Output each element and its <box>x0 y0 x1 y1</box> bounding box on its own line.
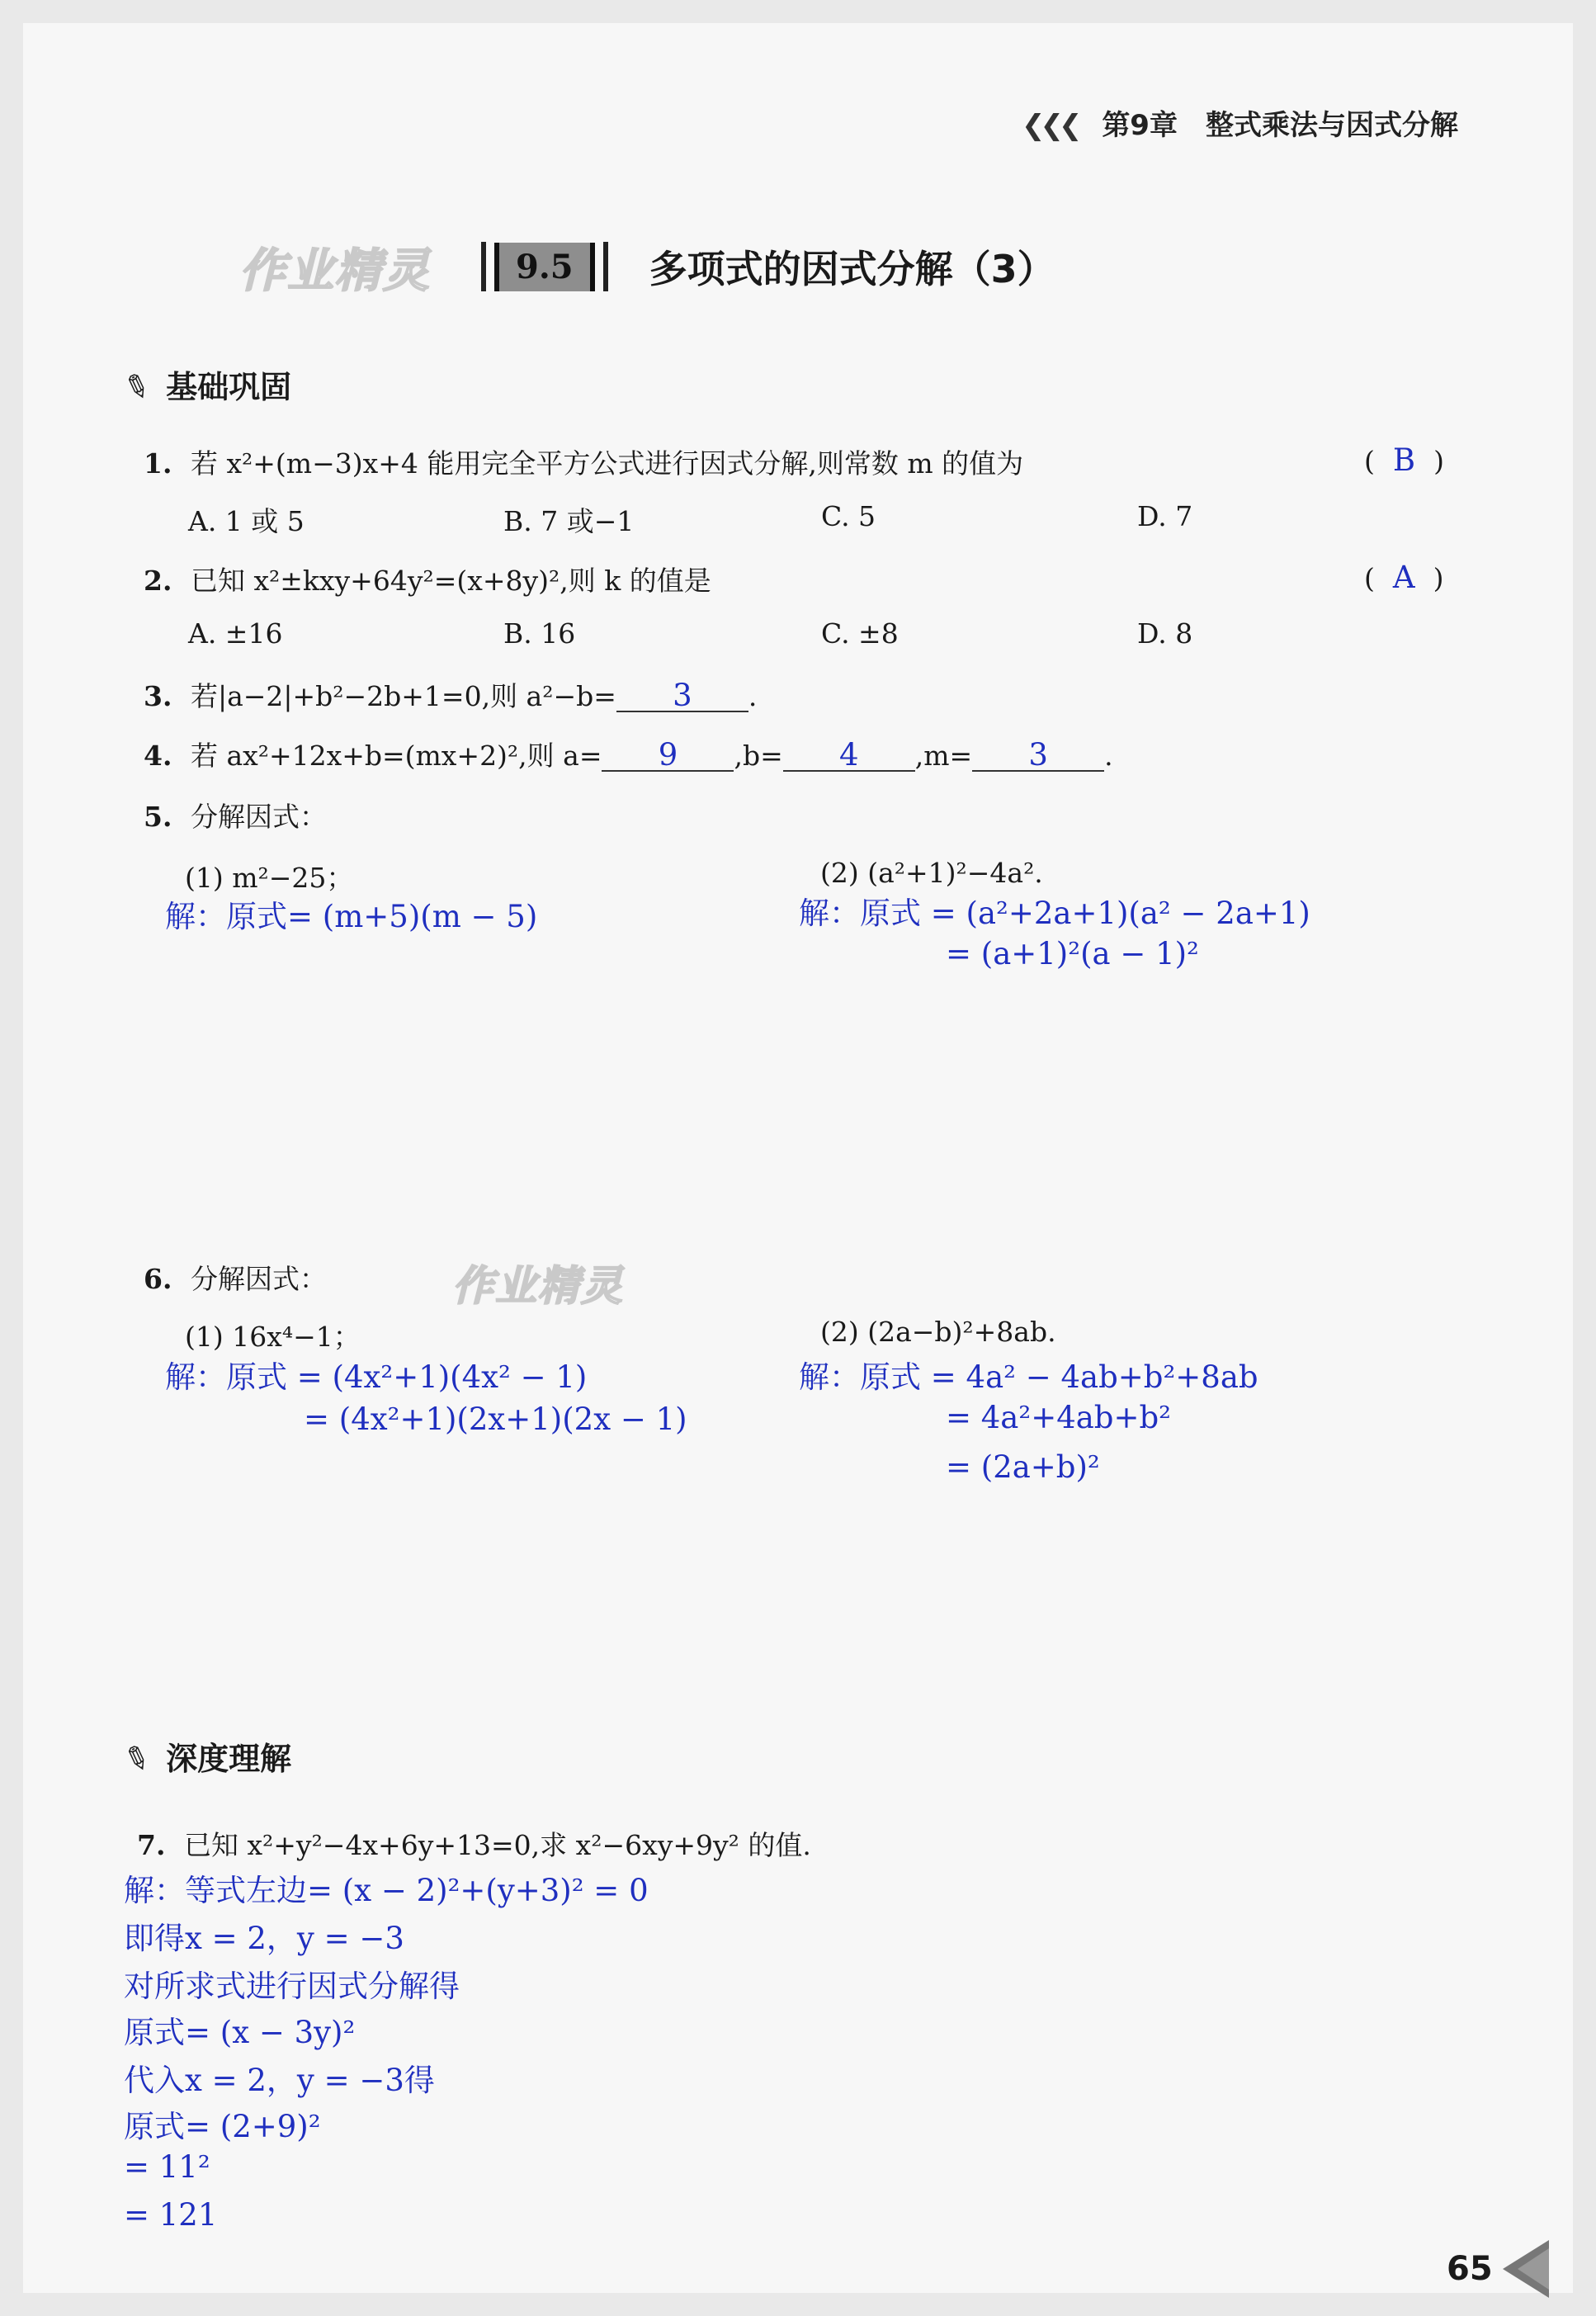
question-text: 分解因式： <box>190 801 327 833</box>
divider-bar <box>481 242 486 291</box>
page <box>23 23 1573 2293</box>
option: D. 8 <box>1137 617 1193 650</box>
question-number: 7. <box>137 1829 166 1861</box>
option: C. ±8 <box>821 617 899 650</box>
answer-blank: 3 <box>616 681 748 712</box>
section-title: 多项式的因式分解（3） <box>649 247 1055 291</box>
pencil-icon: ✎ <box>118 1737 156 1781</box>
question-number: 2. <box>144 565 172 597</box>
option: A. ±16 <box>188 617 283 650</box>
page-footer <box>1447 2240 1549 2298</box>
option: B. 7 或−1 <box>503 505 635 537</box>
question-number: 1. <box>144 447 172 480</box>
answer-paren: ( A ) <box>1364 560 1444 595</box>
page-corner-triangle-icon <box>1503 2240 1549 2298</box>
option: A. 1 或 5 <box>188 505 305 537</box>
solution-line: 代入x = 2，y = −3得 <box>124 2063 435 2098</box>
pencil-icon: ✎ <box>118 365 156 409</box>
punctuation: . <box>1104 740 1113 772</box>
question-5 <box>144 796 327 834</box>
question-6 <box>144 1258 327 1297</box>
solution-line: 即得x = 2，y = −3 <box>124 1921 404 1956</box>
question-4 <box>144 735 1113 773</box>
section-number: 9.5 <box>494 243 595 291</box>
question-number: 6. <box>144 1263 172 1295</box>
solution-line: 解：原式= (m+5)(m − 5) <box>165 899 538 934</box>
solution-line: = 4a²+4ab+b² <box>946 1400 1172 1435</box>
question-text: ,b= <box>734 740 783 772</box>
question-1 <box>144 442 1023 481</box>
solution-line: 原式= (x − 3y)² <box>124 2015 356 2050</box>
subquestion: (2) (2a−b)²+8ab. <box>820 1316 1056 1348</box>
solution-line: = (2a+b)² <box>946 1449 1100 1485</box>
solution-line: 解：等式左边= (x − 2)²+(y+3)² = 0 <box>124 1873 649 1908</box>
option: B. 16 <box>503 617 576 650</box>
question-number: 5. <box>144 801 172 833</box>
question-7 <box>137 1824 811 1863</box>
question-text: 若 ax²+12x+b=(mx+2)²,则 a= <box>190 740 602 772</box>
answer-blank: 3 <box>972 740 1104 772</box>
watermark: 作业精灵 <box>452 1262 624 1310</box>
solution-line: 解：原式 = (a²+2a+1)(a² − 2a+1) <box>799 896 1310 931</box>
answer-paren: ( B ) <box>1364 442 1444 478</box>
solution-line: = 121 <box>124 2197 218 2233</box>
subquestion: (2) (a²+1)²−4a². <box>820 857 1043 889</box>
subquestion: (1) m²−25； <box>185 862 354 894</box>
section-heading <box>481 239 1055 294</box>
chapter-title: 第9章 整式乘法与因式分解 <box>1102 109 1458 142</box>
answer-choice: B <box>1392 442 1416 478</box>
punctuation: . <box>748 680 758 712</box>
question-3 <box>144 675 757 714</box>
solution-line: = 11² <box>124 2149 210 2185</box>
chapter-header <box>1022 102 1458 143</box>
question-text: 若 x²+(m−3)x+4 能用完全平方公式进行因式分解,则常数 m 的值为 <box>190 447 1024 480</box>
question-text: 已知 x²±kxy+64y²=(x+8y)²,则 k 的值是 <box>190 565 711 597</box>
solution-line: 对所求式进行因式分解得 <box>124 1969 460 2004</box>
solution-line: 解：原式 = 4a² − 4ab+b²+8ab <box>799 1359 1258 1395</box>
part1-heading-text: 基础巩固 <box>166 369 292 405</box>
option: D. 7 <box>1137 500 1193 532</box>
chevron-left-icon: ❮❮❮ <box>1022 109 1078 142</box>
solution-line: 解：原式 = (4x²+1)(4x² − 1) <box>165 1359 588 1395</box>
part1-heading <box>118 362 292 409</box>
option: C. 5 <box>821 500 876 532</box>
question-text: 已知 x²+y²−4x+6y+13=0,求 x²−6xy+9y² 的值. <box>183 1829 811 1861</box>
answer-choice: A <box>1392 560 1415 595</box>
part2-heading-text: 深度理解 <box>166 1741 292 1777</box>
question-text: 若|a−2|+b²−2b+1=0,则 a²−b= <box>190 680 616 712</box>
question-text: 分解因式： <box>190 1263 327 1295</box>
question-number: 3. <box>144 680 172 712</box>
question-text: ,m= <box>914 740 973 772</box>
watermark: 作业精灵 <box>239 244 431 298</box>
question-2 <box>144 560 711 598</box>
solution-line: = (a+1)²(a − 1)² <box>946 936 1199 971</box>
answer-blank: 4 <box>783 740 915 772</box>
part2-heading <box>118 1733 292 1781</box>
page-number: 65 <box>1447 2250 1493 2288</box>
question-number: 4. <box>144 740 172 772</box>
divider-bar <box>603 242 608 291</box>
solution-line: 原式= (2+9)² <box>124 2109 321 2144</box>
subquestion: (1) 16x⁴−1； <box>185 1321 361 1353</box>
solution-line: = (4x²+1)(2x+1)(2x − 1) <box>304 1401 687 1437</box>
answer-blank: 9 <box>602 740 734 772</box>
